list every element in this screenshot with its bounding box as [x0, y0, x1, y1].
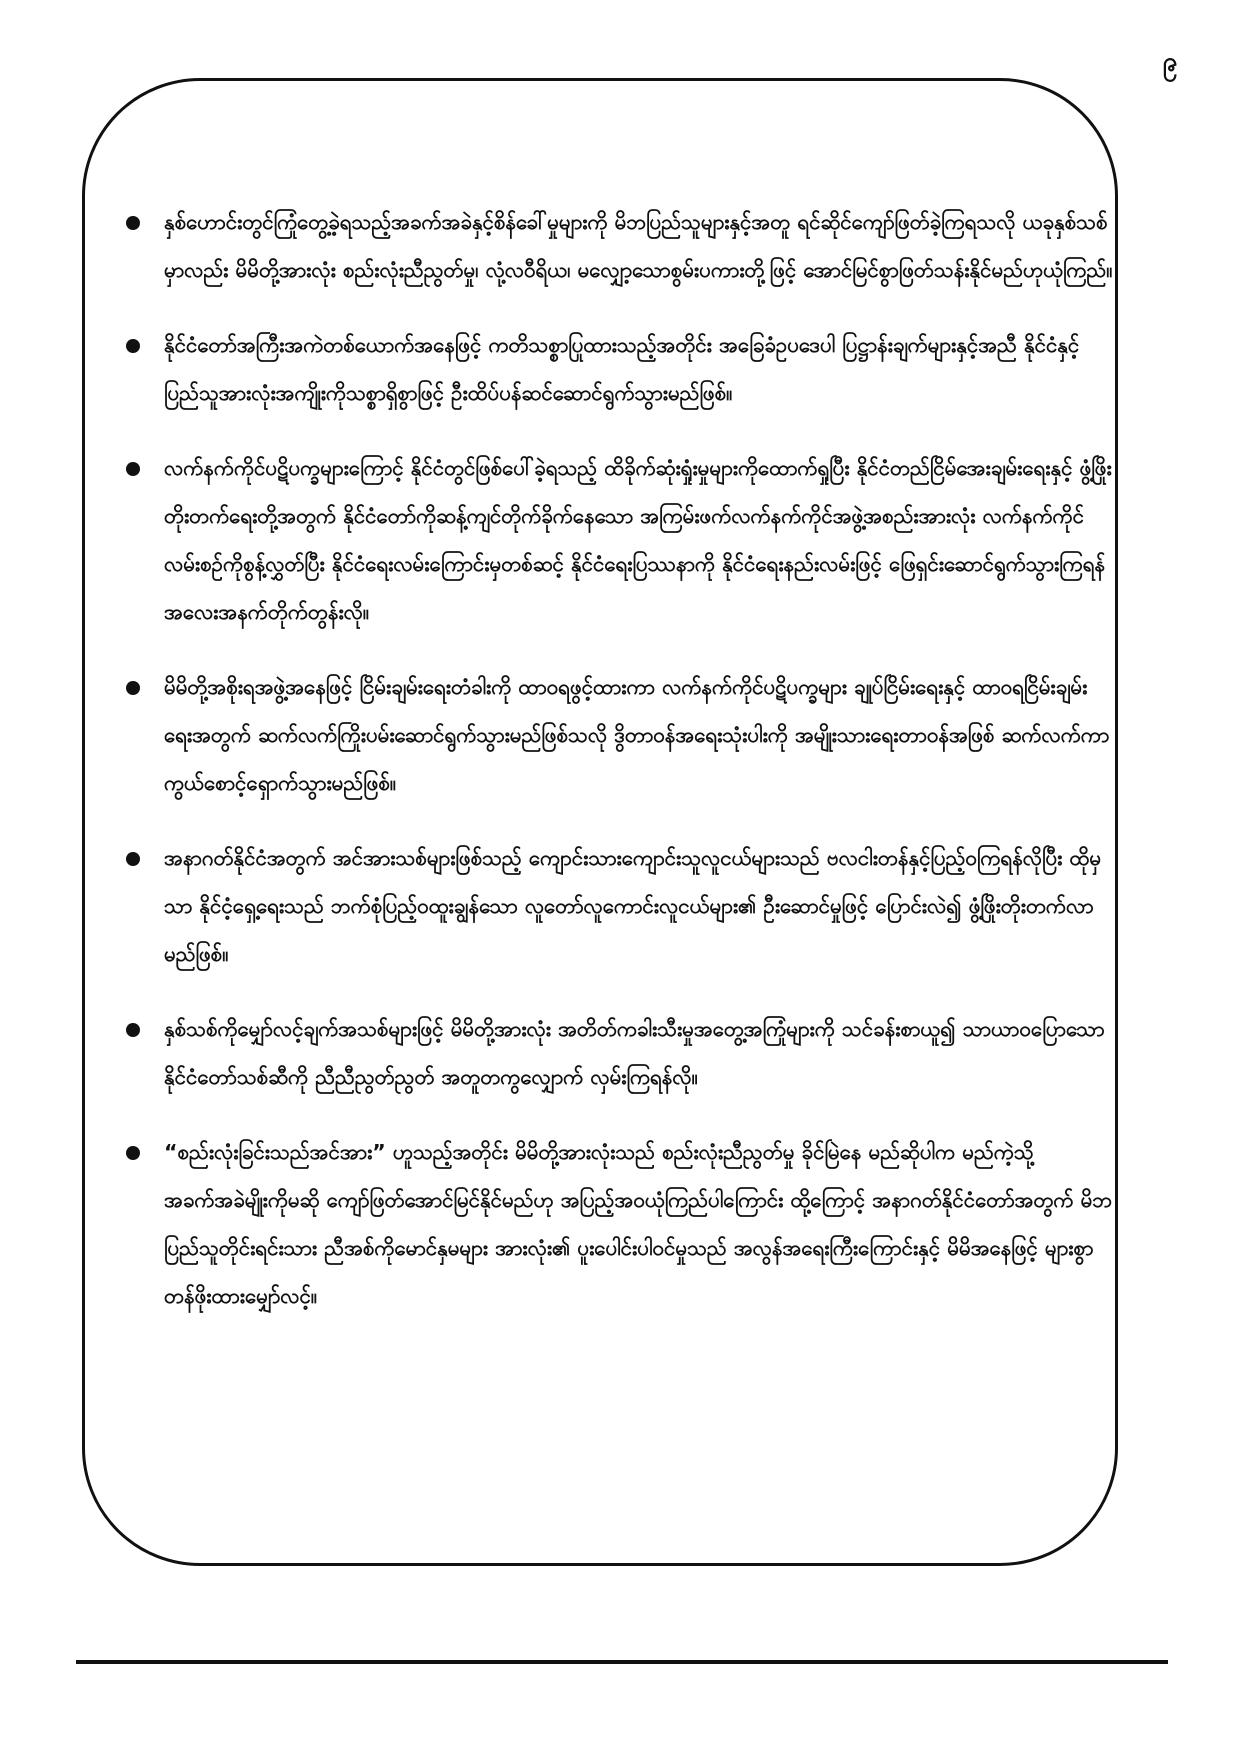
bullet-text: နှစ်ဟောင်းတွင်ကြုံတွေ့ခဲ့ရသည့်အခက်အခဲနှင့်စိန်ခေါ်မှုများကို မိဘပြည်သူများနှင့်အတူ ရင်ဆိုင်ကျော်ဖြတ်ခဲ့ကြရသလို ယခုနှစ်သစ်မှာလည်း မိမိတို့အားလုံး စည်းလုံးညီညွတ်မှု၊ လုံ့လဝီရိယ၊ မလျှော့သောစွမ်းပကားတို့ဖြင့် အောင်မြင်စွာဖြတ်သန်းနိုင်မည်ဟုယုံကြည်။ — [164, 210, 1113, 282]
bullet-icon — [126, 216, 140, 230]
bullet-text: “စည်းလုံးခြင်းသည်အင်အား” ဟူသည့်အတိုင်း မိမိတို့အားလုံးသည် စည်းလုံးညီညွတ်မှု ခိုင်မြဲနေ မည်ဆိုပါက မည်ကဲ့သို့အခက်အခဲမျိုးကိုမဆို ကျော်ဖြတ်အောင်မြင်နိုင်မည်ဟု အပြည့်အဝယုံကြည်ပါကြောင်း ထို့ကြောင့် အနာဂတ်နိုင်ငံတော်အတွက် မိဘပြည်သူတိုင်းရင်းသား ညီအစ်ကိုမောင်နှမများ အားလုံး၏ ပူးပေါင်းပါဝင်မှုသည် အလွန်အရေးကြီးကြောင်းနှင့် မိမိအနေဖြင့် များစွာတန်ဖိုးထားမျှော်လင့်။ — [164, 1140, 1113, 1308]
bullet-item — [124, 1128, 1114, 1320]
bullet-item — [124, 1005, 1114, 1101]
bullet-icon — [126, 1146, 140, 1160]
bullet-text: လက်နက်ကိုင်ပဋိပက္ခများကြောင့် နိုင်ငံတွင်ဖြစ်ပေါ်ခဲ့ရသည့် ထိခိုက်ဆုံးရှုံးမှုများကိုထောက်ရှုပြီး နိုင်ငံတည်ငြိမ်အေးချမ်းရေးနှင့် ဖွံ့ဖြိုးတိုးတက်ရေးတို့အတွက် နိုင်ငံတော်ကိုဆန့်ကျင်တိုက်ခိုက်နေသော အကြမ်းဖက်လက်နက်ကိုင်အဖွဲ့အစည်းအားလုံး လက်နက်ကိုင်လမ်းစဉ်ကိုစွန့်လွှတ်ပြီး နိုင်ငံရေးလမ်းကြောင်းမှတစ်ဆင့် နိုင်ငံရေးပြဿနာကို နိုင်ငံရေးနည်းလမ်းဖြင့် ဖြေရှင်းဆောင်ရွက်သွားကြရန် အလေးအနက်တိုက်တွန်းလို။ — [164, 456, 1112, 624]
bullet-text: နှစ်သစ်ကိုမျှော်လင့်ချက်အသစ်များဖြင့် မိမိတို့အားလုံး အတိတ်ကခါးသီးမှုအတွေ့အကြုံများကို သင်ခန်းစာယူ၍ သာယာဝပြောသော နိုင်ငံတော်သစ်ဆီကို ညီညီညွတ်ညွတ် အတူတကွလျှောက် လှမ်းကြရန်လို။ — [164, 1017, 1105, 1089]
bullet-text: နိုင်ငံတော်အကြီးအကဲတစ်ယောက်အနေဖြင့် ကတိသစ္စာပြုထားသည့်အတိုင်း အခြေခံဥပဒေပါ ပြဋ္ဌာန်းချက်များနှင့်အညီ နိုင်ငံနှင့်ပြည်သူအားလုံးအကျိုးကိုသစ္စာရှိစွာဖြင့် ဦးထိပ်ပန်ဆင်ဆောင်ရွက်သွားမည်ဖြစ်။ — [164, 333, 1080, 405]
bottom-rule — [76, 1660, 1168, 1664]
bullet-icon — [126, 681, 140, 695]
bullet-icon — [126, 1023, 140, 1037]
bullet-text: အနာဂတ်နိုင်ငံအတွက် အင်အားသစ်များဖြစ်သည့် ကျောင်းသားကျောင်းသူလူငယ်များသည် ဗလငါးတန်နှင့်ပြည့်ဝကြရန်လိုပြီး ထိုမှသာ နိုင်ငံ့ရှေ့ရေးသည် ဘက်စုံပြည့်ဝထူးချွန်သော လူတော်လူကောင်းလူငယ်များ၏ ဦးဆောင်မှုဖြင့် ပြောင်းလဲ၍ ဖွံ့ဖြိုးတိုးတက်လာမည်ဖြစ်။ — [164, 846, 1102, 966]
page-number: ၉ — [1162, 47, 1178, 77]
bullet-list — [124, 198, 1114, 1347]
bullet-item — [124, 834, 1114, 978]
bullet-icon — [126, 462, 140, 476]
bullet-icon — [126, 852, 140, 866]
bullet-item — [124, 321, 1114, 417]
bullet-text: မိမိတို့အစိုးရအဖွဲ့အနေဖြင့် ငြိမ်းချမ်းရေးတံခါးကို ထာဝရဖွင့်ထားကာ လက်နက်ကိုင်ပဋိပက္ခများ ချုပ်ငြိမ်းရေးနှင့် ထာဝရငြိမ်းချမ်းရေးအတွက် ဆက်လက်ကြိုးပမ်းဆောင်ရွက်သွားမည်ဖြစ်သလို ဒွိတာဝန်အရေးသုံးပါးကို အမျိုးသားရေးတာဝန်အဖြစ် ဆက်လက်ကာကွယ်စောင့်ရှောက်သွားမည်ဖြစ်။ — [164, 675, 1110, 795]
bullet-item — [124, 663, 1114, 807]
bullet-item — [124, 198, 1114, 294]
bullet-item — [124, 444, 1114, 636]
bullet-icon — [126, 339, 140, 353]
